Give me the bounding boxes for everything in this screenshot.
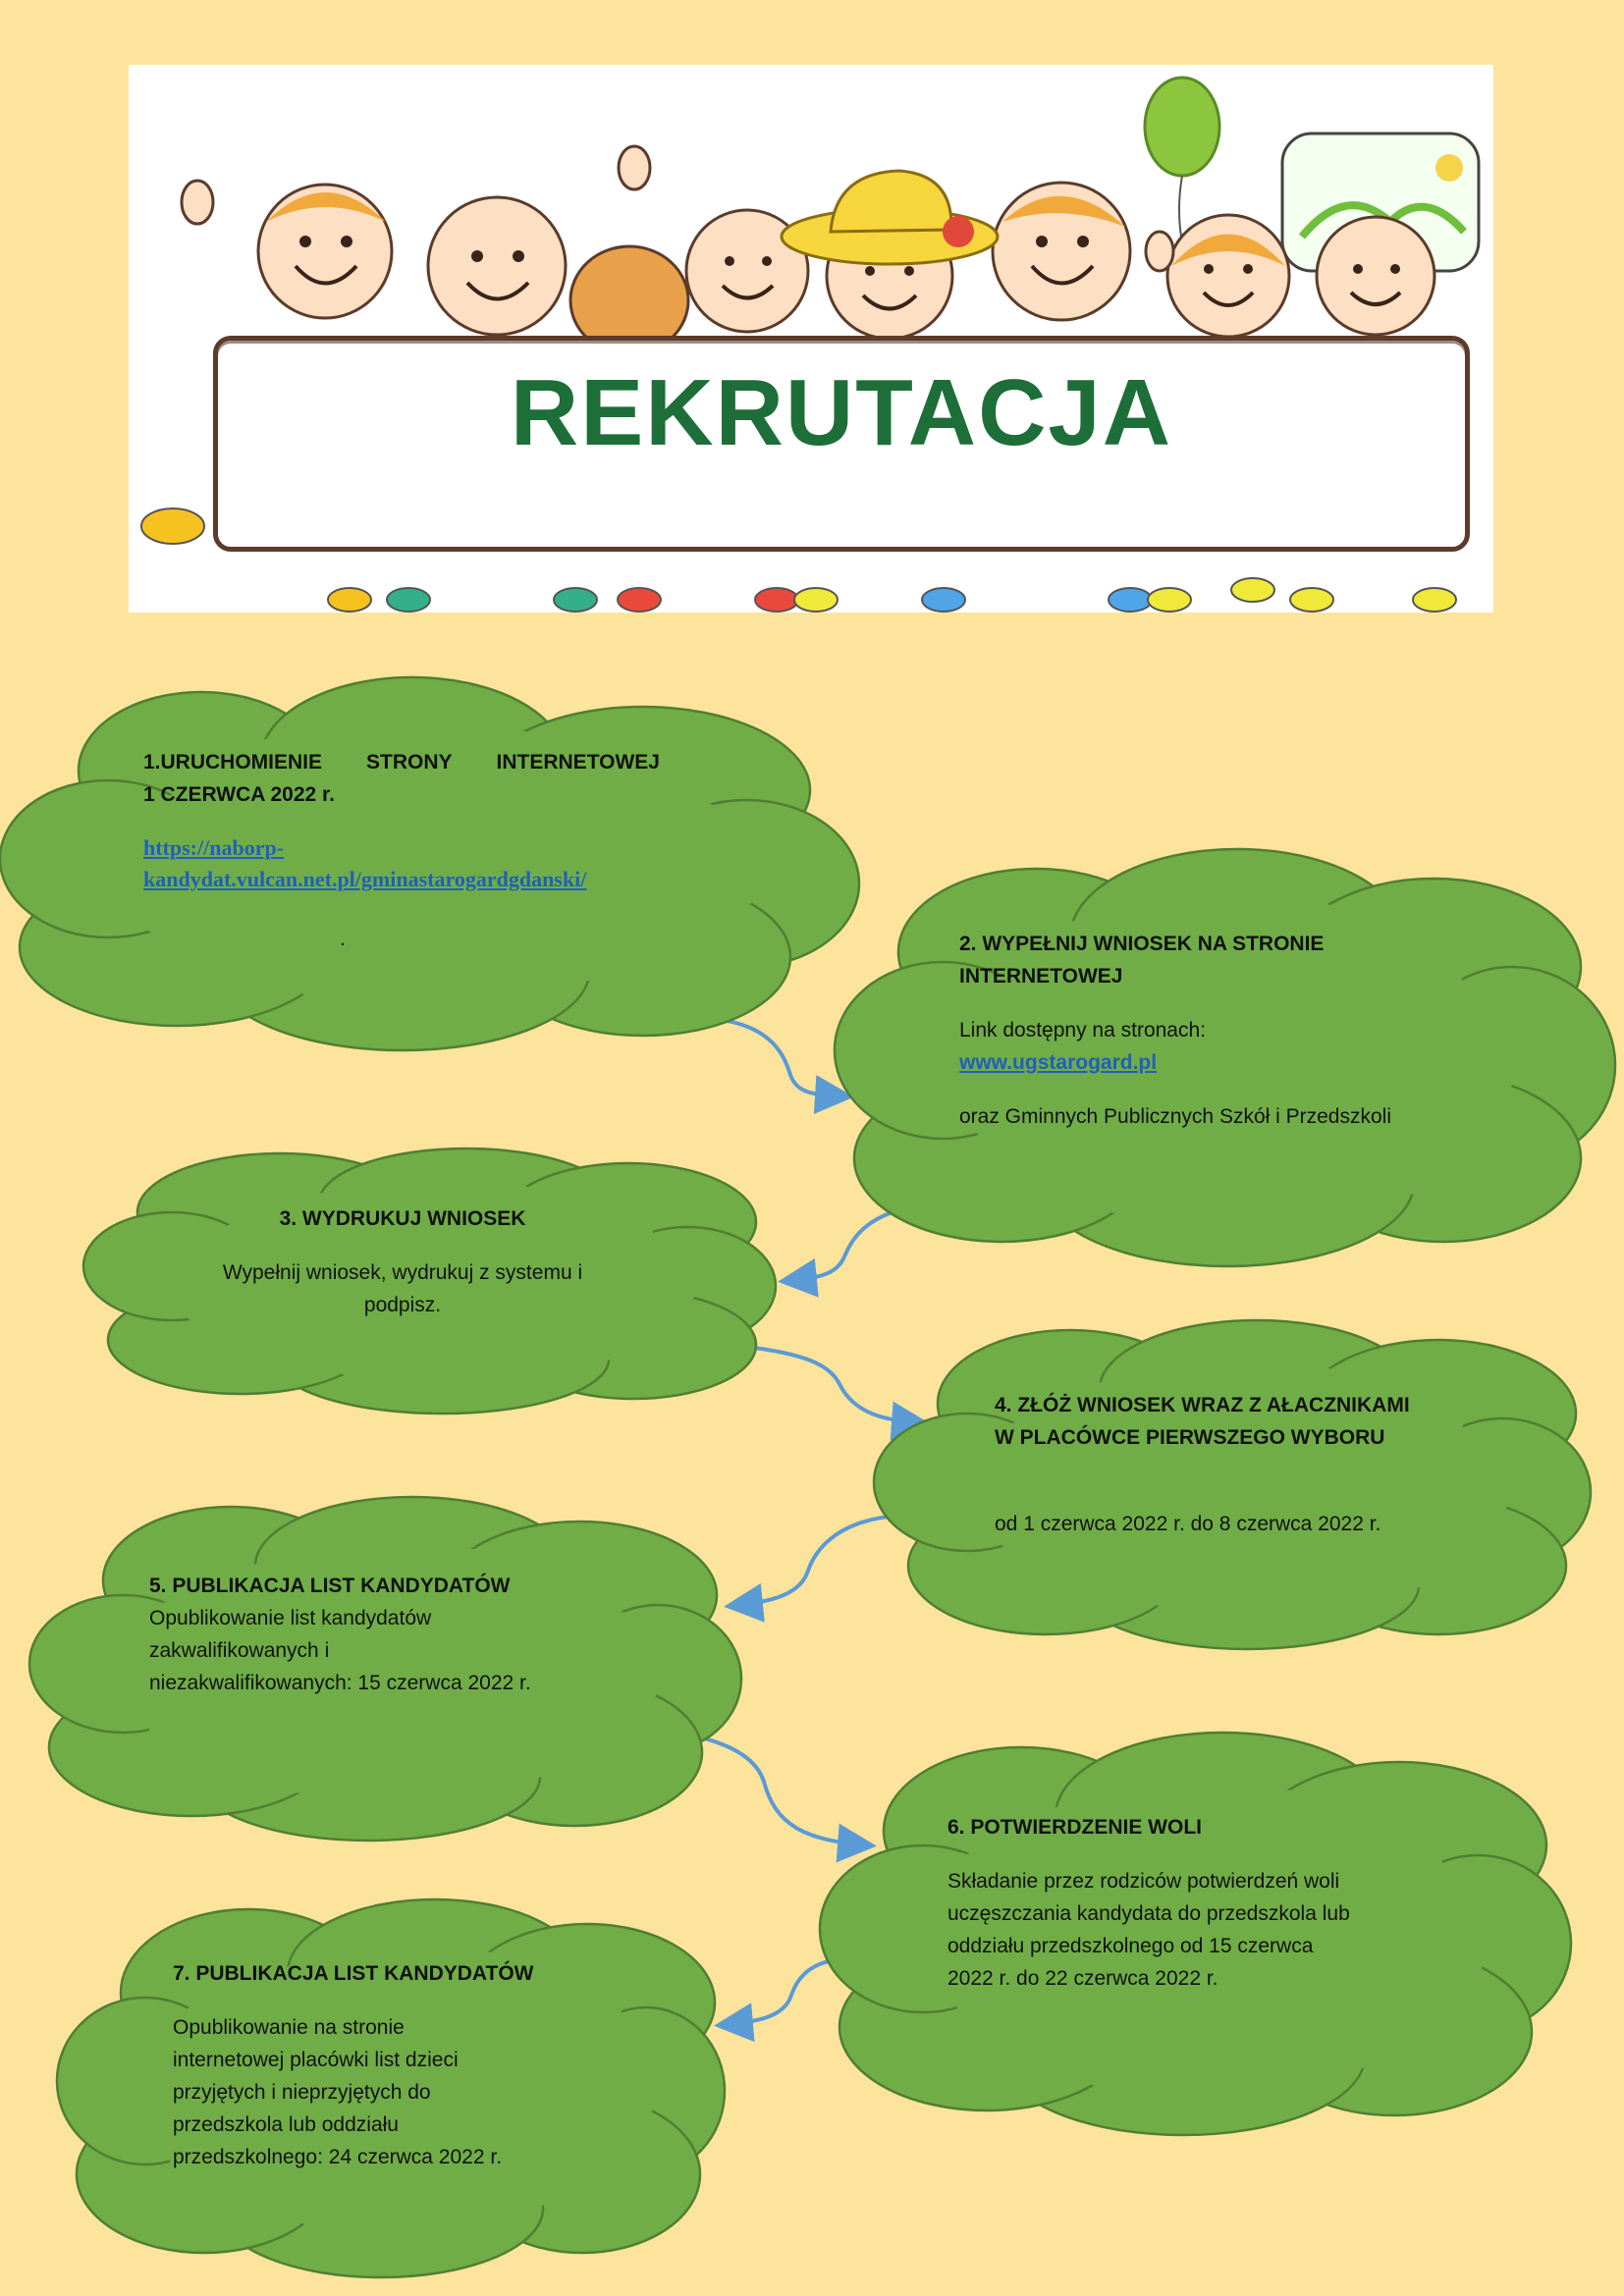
step-1-link-line-2[interactable]: kandydat.vulcan.net.pl/gminastarogardgdanski/ [143,867,587,891]
step-5-title: 5. PUBLIKACJA LIST KANDYDATÓW [149,1575,511,1597]
step-6-line-4: 2022 r. do 22 czerwca 2022 r. [947,1967,1218,1990]
step-6-title: 6. POTWIERDZENIE WOLI [947,1816,1203,1839]
step-7-line-1: Opublikowanie na stronie [173,2016,405,2039]
step-7-line-2: internetowej placówki list dzieci [173,2049,459,2071]
step-6-cloud [820,1733,1576,2140]
step-4-title-line-2: W PLACÓWCE PIERWSZEGO WYBORU [995,1426,1385,1449]
step-1-title-part-3: INTERNETOWEJ [496,751,660,774]
step-1-title-part-1: 1.URUCHOMIENIE [143,751,323,774]
step-3-cloud [83,1148,776,1414]
step-6-line-2: uczęszczania kandydata do przedszkola lub [947,1902,1350,1925]
step-1-date: 1 CZERWCA 2022 r. [143,783,335,806]
step-7-line-3: przyjętych i nieprzyjętych do [173,2081,431,2104]
step-1-title-part-2: STRONY [366,751,453,774]
step-6-line-1: Składanie przez rodziców potwierdzeń woli [947,1870,1340,1893]
step-5-line-3: niezakwalifikowanych: 15 czerwca 2022 r. [149,1672,531,1694]
step-7-line-4: przedszkola lub oddziału [173,2113,399,2136]
step-1-cloud [0,677,864,1055]
step-4-cloud [874,1320,1591,1654]
step-2-title-line-1: 2. WYPEŁNIJ WNIOSEK NA STRONIE [959,933,1325,955]
step-2-cloud [825,844,1620,1271]
banner-title: REKRUTACJA [510,360,1173,465]
step-2-text-2: oraz Gminnych Publicznych Szkół i Przedszkoli [959,1105,1391,1128]
step-1-note: . [340,928,346,950]
step-7-title: 7. PUBLIKACJA LIST KANDYDATÓW [173,1962,534,1985]
step-4-text: od 1 czerwca 2022 r. do 8 czerwca 2022 r. [995,1513,1381,1535]
step-7-cloud [57,1895,730,2272]
step-3-title: 3. WYDRUKUJ WNIOSEK [279,1207,526,1230]
step-2-text: Link dostępny na stronach: [959,1019,1206,1041]
step-2-link[interactable]: www.ugstarogard.pl [959,1051,1158,1074]
arrow-4-to-5 [731,1517,889,1606]
step-6-line-3: oddziału przedszkolnego od 15 czerwca [947,1935,1314,1957]
step-7-line-5: przedszkolnego: 24 czerwca 2022 r. [173,2146,503,2168]
step-5-cloud [29,1497,741,1845]
step-5-line-2: zakwalifikowanych i [149,1639,330,1662]
step-3-line-2: podpisz. [363,1294,442,1316]
step-2-title-line-2: INTERNETOWEJ [959,965,1123,988]
step-5-line-1: Opublikowanie list kandydatów [149,1607,432,1629]
step-1-link-line-1[interactable]: https://naborp- [143,835,285,860]
step-3-line-1: Wypełnij wniosek, wydrukuj z systemu i [222,1261,583,1284]
step-4-title-line-1: 4. ZŁÓŻ WNIOSEK WRAZ Z AŁACZNIKAMI [995,1394,1410,1416]
